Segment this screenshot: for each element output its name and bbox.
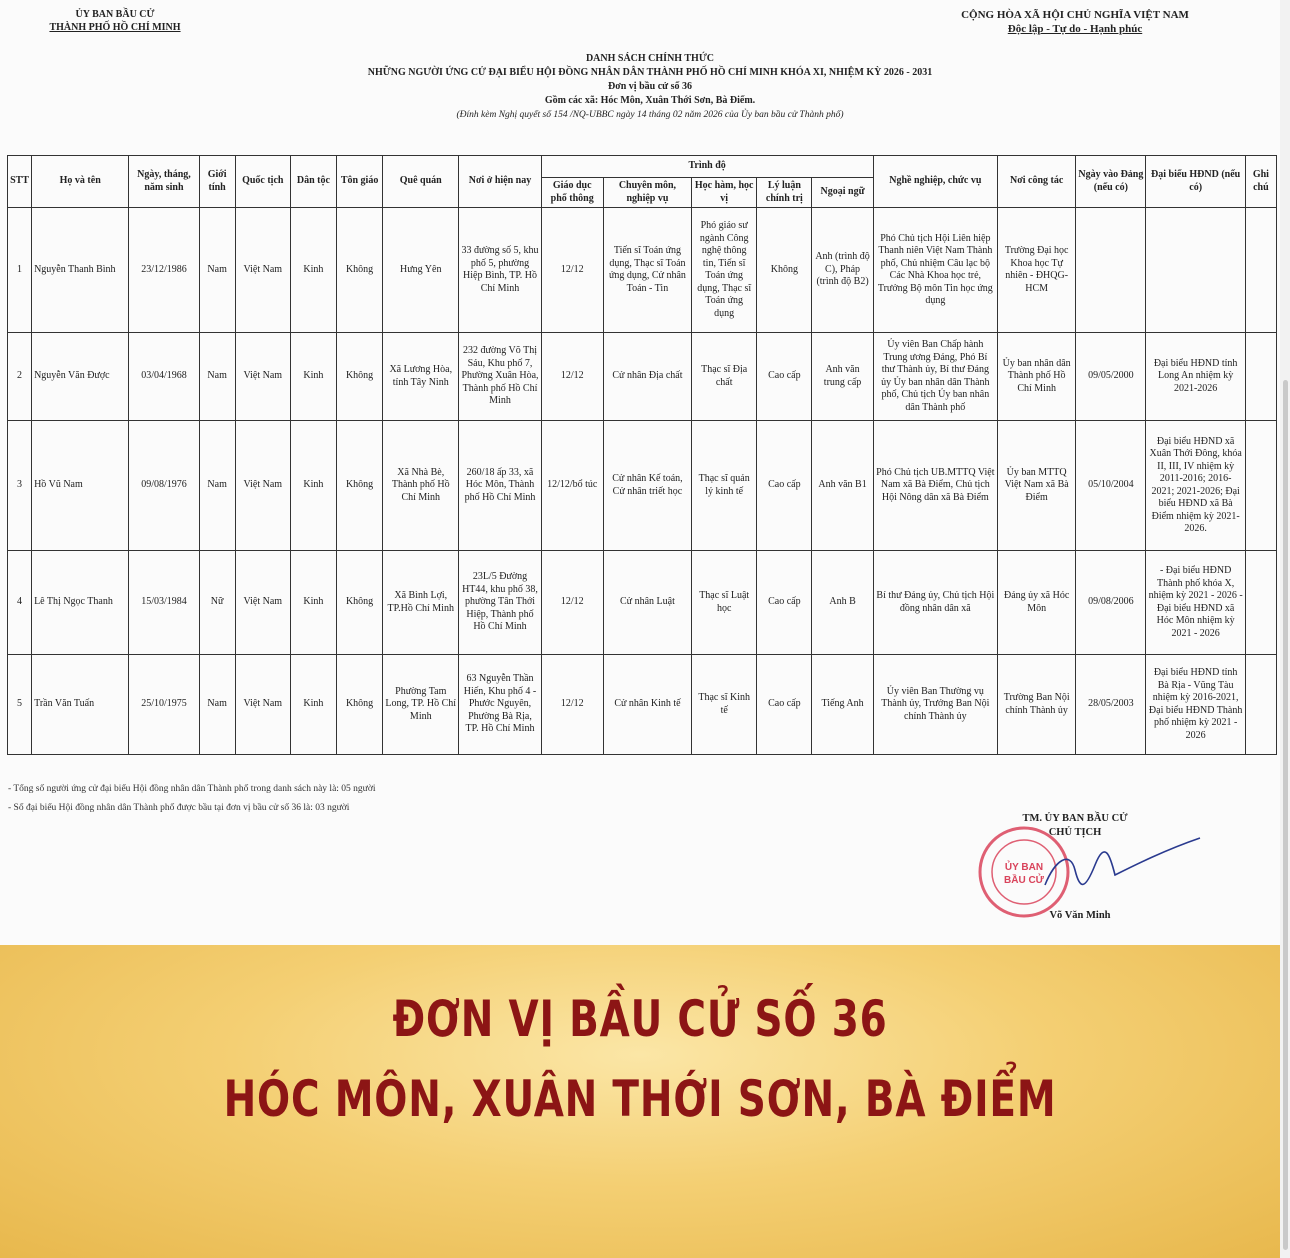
cell-religion: Không [337,421,383,551]
candidate-table [7,155,1277,755]
cell-hometown: Xã Bình Lợi, TP.Hồ Chí Minh [383,551,459,655]
cell-hometown: Xã Lương Hòa, tỉnh Tây Ninh [383,333,459,421]
cell-gender: Nam [199,421,235,551]
cell-ethnicity: Kinh [290,421,336,551]
cell-residence: 232 đường Võ Thị Sáu, Khu phố 7, Phường Xuân Hòa, Thành phố Hồ Chí Minh [459,333,541,421]
cell-academic: Thạc sĩ Luật học [692,551,757,655]
cell-language: Anh văn trung cấp [812,333,873,421]
issuer-header [20,8,210,34]
title-line-3: Đơn vị bầu cử số 36 [607,81,693,92]
cell-general-edu: 12/12 [541,333,603,421]
cell-occupation: Phó Chủ tịch UB.MTTQ Việt Nam xã Bà Điểm, Chủ tịch Hội Nông dân xã Bà Điểm [873,421,997,551]
header-party-date: Ngày vào Đảng (nếu có) [1076,156,1146,208]
header-notes: Ghi chú [1245,156,1276,208]
table-row [8,655,1277,755]
header-gender: Giới tính [199,156,235,208]
cell-general-edu: 12/12 [541,551,603,655]
cell-party-date: 09/05/2000 [1076,333,1146,421]
cell-name: Nguyễn Văn Được [32,333,129,421]
cell-name: Lê Thị Ngọc Thanh [32,551,129,655]
cell-academic: Thạc sĩ Địa chất [692,333,757,421]
header-dob: Ngày, tháng, năm sinh [129,156,199,208]
cell-workplace: Trường Đại học Khoa học Tự nhiên - ĐHQG-HCM [998,208,1076,333]
cell-delegate: Đại biểu HĐND tỉnh Bà Rịa - Vũng Tàu nhiệm kỳ 2016-2021, Đại biểu HĐND Thành phố nhiệm kỳ 2021 - 2026 [1146,655,1245,755]
cell-delegate [1146,208,1245,333]
header-occupation: Nghề nghiệp, chức vụ [873,156,997,208]
table-row [8,421,1277,551]
cell-nationality: Việt Nam [235,551,290,655]
national-header [930,8,1220,36]
header-nationality: Quốc tịch [235,156,290,208]
title-note: (Đính kèm Nghị quyết số 154 /NQ-UBBC ngày 14 tháng 02 năm 2026 của Ủy ban bầu cử Thành phố) [456,110,844,120]
cell-workplace: Trường Ban Nội chính Thành ủy [998,655,1076,755]
header-name: Họ và tên [32,156,129,208]
cell-name: Trần Văn Tuấn [32,655,129,755]
cell-stt: 2 [8,333,32,421]
cell-gender: Nam [199,208,235,333]
cell-gender: Nam [199,655,235,755]
header-religion: Tôn giáo [337,156,383,208]
cell-specialty: Cử nhân Kinh tế [603,655,691,755]
signature-title: TM. ỦY BAN BẦU CỬ [1022,813,1128,824]
cell-dob: 25/10/1975 [129,655,199,755]
signature-scribble-icon [1015,830,1205,900]
cell-language: Anh B [812,551,873,655]
header-academic: Học hàm, học vị [692,178,757,208]
cell-religion: Không [337,333,383,421]
cell-occupation: Bí thư Đảng ủy, Chủ tịch Hội đồng nhân dân xã [873,551,997,655]
cell-hometown: Phường Tam Long, TP. Hồ Chí Minh [383,655,459,755]
cell-notes [1245,421,1276,551]
cell-religion: Không [337,655,383,755]
cell-stt: 1 [8,208,32,333]
cell-notes [1245,333,1276,421]
cell-notes [1245,551,1276,655]
cell-general-edu: 12/12/bổ túc [541,421,603,551]
cell-ethnicity: Kinh [290,655,336,755]
table-row [8,208,1277,333]
header-workplace: Nơi công tác [998,156,1076,208]
cell-language: Tiếng Anh [812,655,873,755]
cell-specialty: Cử nhân Luật [603,551,691,655]
cell-residence: 23L/5 Đường HT44, khu phố 38, phường Tân Thới Hiệp, Thành phố Hồ Chí Minh [459,551,541,655]
cell-gender: Nam [199,333,235,421]
cell-dob: 03/04/1968 [129,333,199,421]
signature-role: CHỦ TỊCH [1048,827,1102,838]
title-line-4: Gồm các xã: Hóc Môn, Xuân Thới Sơn, Bà Điểm. [544,95,756,106]
title-line-2: NHỮNG NGƯỜI ỨNG CỬ ĐẠI BIỂU HỘI ĐỒNG NHÂN DÂN THÀNH PHỐ HỒ CHÍ MINH KHÓA XI, NHIỆM KỲ 2026 - 2031 [367,67,933,78]
cell-workplace: Đảng ủy xã Hóc Môn [998,551,1076,655]
title-line-1: DANH SÁCH CHÍNH THỨC [585,53,715,64]
cell-academic: Thạc sĩ quản lý kinh tế [692,421,757,551]
table-row [8,333,1277,421]
cell-occupation: Ủy viên Ban Chấp hành Trung ương Đảng, Phó Bí thư Thành ủy, Bí thư Đảng ủy Ủy ban nhân dân Thành phố, Chủ tịch Ủy ban nhân dân Thành phố [873,333,997,421]
header-stt: STT [8,156,32,208]
cell-dob: 23/12/1986 [129,208,199,333]
cell-general-edu: 12/12 [541,655,603,755]
scrollbar-thumb[interactable] [1283,380,1288,1250]
footnotes [8,780,376,818]
cell-residence: 33 đường số 5, khu phố 5, phường Hiệp Bình, TP. Hồ Chí Minh [459,208,541,333]
cell-delegate: Đại biểu HĐND xã Xuân Thới Đông, khóa II, III, IV nhiệm kỳ 2011-2016; 2016-2021; 2021-2026; Đại biểu HĐND xã Bà Điểm nhiệm kỳ 2021-2026. [1146,421,1245,551]
cell-occupation: Ủy viên Ban Thường vụ Thành ủy, Trưởng Ban Nội chính Thành ủy [873,655,997,755]
cell-ethnicity: Kinh [290,208,336,333]
cell-workplace: Ủy ban MTTQ Việt Nam xã Bà Điểm [998,421,1076,551]
cell-academic: Thạc sĩ Kinh tế [692,655,757,755]
cell-name: Hồ Vũ Nam [32,421,129,551]
cell-party-date [1076,208,1146,333]
footnote-seats: - Số đại biểu Hội đồng nhân dân Thành phố được bầu tại đơn vị bầu cử số 36 là: 03 người [8,803,350,813]
title-banner [0,945,1280,1258]
cell-hometown: Xã Nhà Bè, Thành phố Hồ Chí Minh [383,421,459,551]
cell-party-date: 05/10/2004 [1076,421,1146,551]
cell-political: Không [757,208,812,333]
cell-stt: 5 [8,655,32,755]
header-general-edu: Giáo dục phổ thông [541,178,603,208]
header-delegate: Đại biểu HĐND (nếu có) [1146,156,1245,208]
cell-specialty: Tiến sĩ Toán ứng dụng, Thạc sĩ Toán ứng dụng, Cử nhân Toán - Tin [603,208,691,333]
issuer-line-1: ỦY BAN BẦU CỬ [75,9,155,20]
header-ethnicity: Dân tộc [290,156,336,208]
header-specialty: Chuyên môn, nghiệp vụ [603,178,691,208]
cell-ethnicity: Kinh [290,333,336,421]
cell-religion: Không [337,551,383,655]
header-residence: Nơi ở hiện nay [459,156,541,208]
cell-political: Cao cấp [757,421,812,551]
cell-nationality: Việt Nam [235,655,290,755]
cell-dob: 09/08/1976 [129,421,199,551]
cell-language: Anh (trình độ C), Pháp (trình độ B2) [812,208,873,333]
cell-ethnicity: Kinh [290,551,336,655]
cell-political: Cao cấp [757,333,812,421]
cell-workplace: Ủy ban nhân dân Thành phố Hồ Chí Minh [998,333,1076,421]
cell-general-edu: 12/12 [541,208,603,333]
national-motto: Độc lập - Tự do - Hạnh phúc [1007,23,1143,35]
footnote-total-candidates: - Tổng số người ứng cử đại biểu Hội đồng nhân dân Thành phố trong danh sách này là: 05 người [8,784,376,794]
cell-stt: 4 [8,551,32,655]
header-language: Ngoại ngữ [812,178,873,208]
header-political: Lý luận chính trị [757,178,812,208]
cell-dob: 15/03/1984 [129,551,199,655]
cell-religion: Không [337,208,383,333]
header-education-group: Trình độ [541,156,873,178]
banner-line-2: HÓC MÔN, XUÂN THỚI SƠN, BÀ ĐIỂM [223,1070,1057,1128]
cell-delegate: Đại biểu HĐND tỉnh Long An nhiệm kỳ 2021-2026 [1146,333,1245,421]
cell-nationality: Việt Nam [235,208,290,333]
document-title [200,52,1100,122]
svg-text:BẦU CỬ: BẦU CỬ [1004,875,1044,886]
cell-party-date: 28/05/2003 [1076,655,1146,755]
cell-language: Anh văn B1 [812,421,873,551]
banner-line-1: ĐƠN VỊ BẦU CỬ SỐ 36 [392,990,888,1048]
cell-hometown: Hưng Yên [383,208,459,333]
cell-gender: Nữ [199,551,235,655]
cell-delegate: - Đại biểu HĐND Thành phố khóa X, nhiệm kỳ 2021 - 2026 - Đại biểu HĐND xã Hóc Môn nhiệm kỳ 2021 - 2026 [1146,551,1245,655]
cell-notes [1245,208,1276,333]
cell-name: Nguyễn Thanh Bình [32,208,129,333]
cell-occupation: Phó Chủ tịch Hội Liên hiệp Thanh niên Việt Nam Thành phố, Chủ nhiệm Câu lạc bộ Các Nhà Khoa học trẻ, Trưởng Bộ môn Tin học ứng dụng [873,208,997,333]
signer-name: Võ Văn Minh [1049,910,1111,921]
cell-notes [1245,655,1276,755]
cell-specialty: Cử nhân Địa chất [603,333,691,421]
cell-specialty: Cử nhân Kế toán, Cử nhân triết học [603,421,691,551]
svg-text:ỦY BAN: ỦY BAN [1004,862,1044,873]
table-row [8,551,1277,655]
cell-academic: Phó giáo sư ngành Công nghệ thông tin, Tiến sĩ Toán ứng dụng, Thạc sĩ Toán ứng dụng [692,208,757,333]
national-title: CỘNG HÒA XÃ HỘI CHỦ NGHĨA VIỆT NAM [961,9,1189,21]
issuer-line-2: THÀNH PHỐ HỒ CHÍ MINH [49,22,181,33]
cell-nationality: Việt Nam [235,333,290,421]
header-hometown: Quê quán [383,156,459,208]
cell-nationality: Việt Nam [235,421,290,551]
cell-stt: 3 [8,421,32,551]
cell-political: Cao cấp [757,655,812,755]
cell-residence: 63 Nguyễn Thần Hiến, Khu phố 4 - Phước Nguyên, Phường Bà Rịa, TP. Hồ Chí Minh [459,655,541,755]
cell-political: Cao cấp [757,551,812,655]
cell-party-date: 09/08/2006 [1076,551,1146,655]
cell-residence: 260/18 ấp 33, xã Hóc Môn, Thành phố Hồ Chí Minh [459,421,541,551]
